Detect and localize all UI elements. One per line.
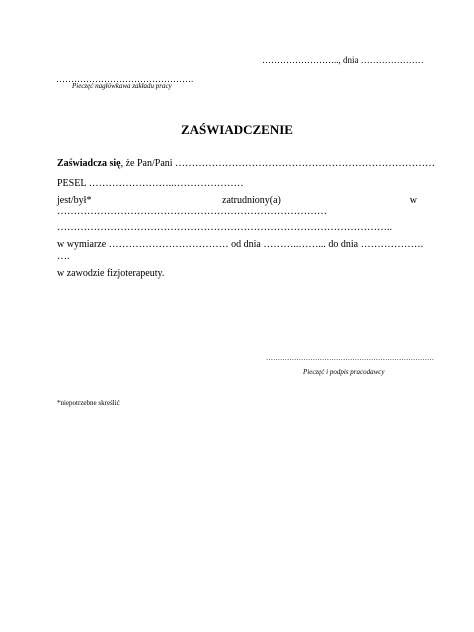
footnote: *niepotrzebne skreślić [57,399,120,407]
employment-status-text: jest/był* [57,195,92,206]
certify-bold-text: Zaświadcza się [57,158,121,169]
employer-placeholder: ……………………………………………………………………… [57,206,327,217]
in-text: w [409,195,417,206]
working-time-line: w wymiarze ……………………………… od dnia ………..……... do dnia ………………. [57,239,424,250]
employment-line [57,195,417,206]
signature-placeholder-line: ……………………………………………………………… [266,354,434,362]
working-time-line-cont: …. [57,251,70,262]
profession-line: w zawodzie fizjoterapeuty. [57,268,165,279]
certify-line [57,158,435,169]
date-line: …………………….., dnia ………………… [262,55,424,65]
stamp-placeholder-line: ………………………………………. [56,74,194,84]
pesel-line: PESEL ……………………..………………… [57,178,244,189]
signature-label: Pieczęć i podpis pracodawcy [303,368,385,376]
name-placeholder: , że Pan/Pani …………………………………………………………………… [120,158,436,169]
document-title: ZAŚWIADCZENIE [181,122,293,137]
employer-placeholder-2: ……………………………………………………………………………………….. [57,222,392,233]
stamp-label: Pieczęć nagłówkawa zakładu pracy [72,82,172,90]
employed-text: zatrudniony(a) [222,195,281,206]
